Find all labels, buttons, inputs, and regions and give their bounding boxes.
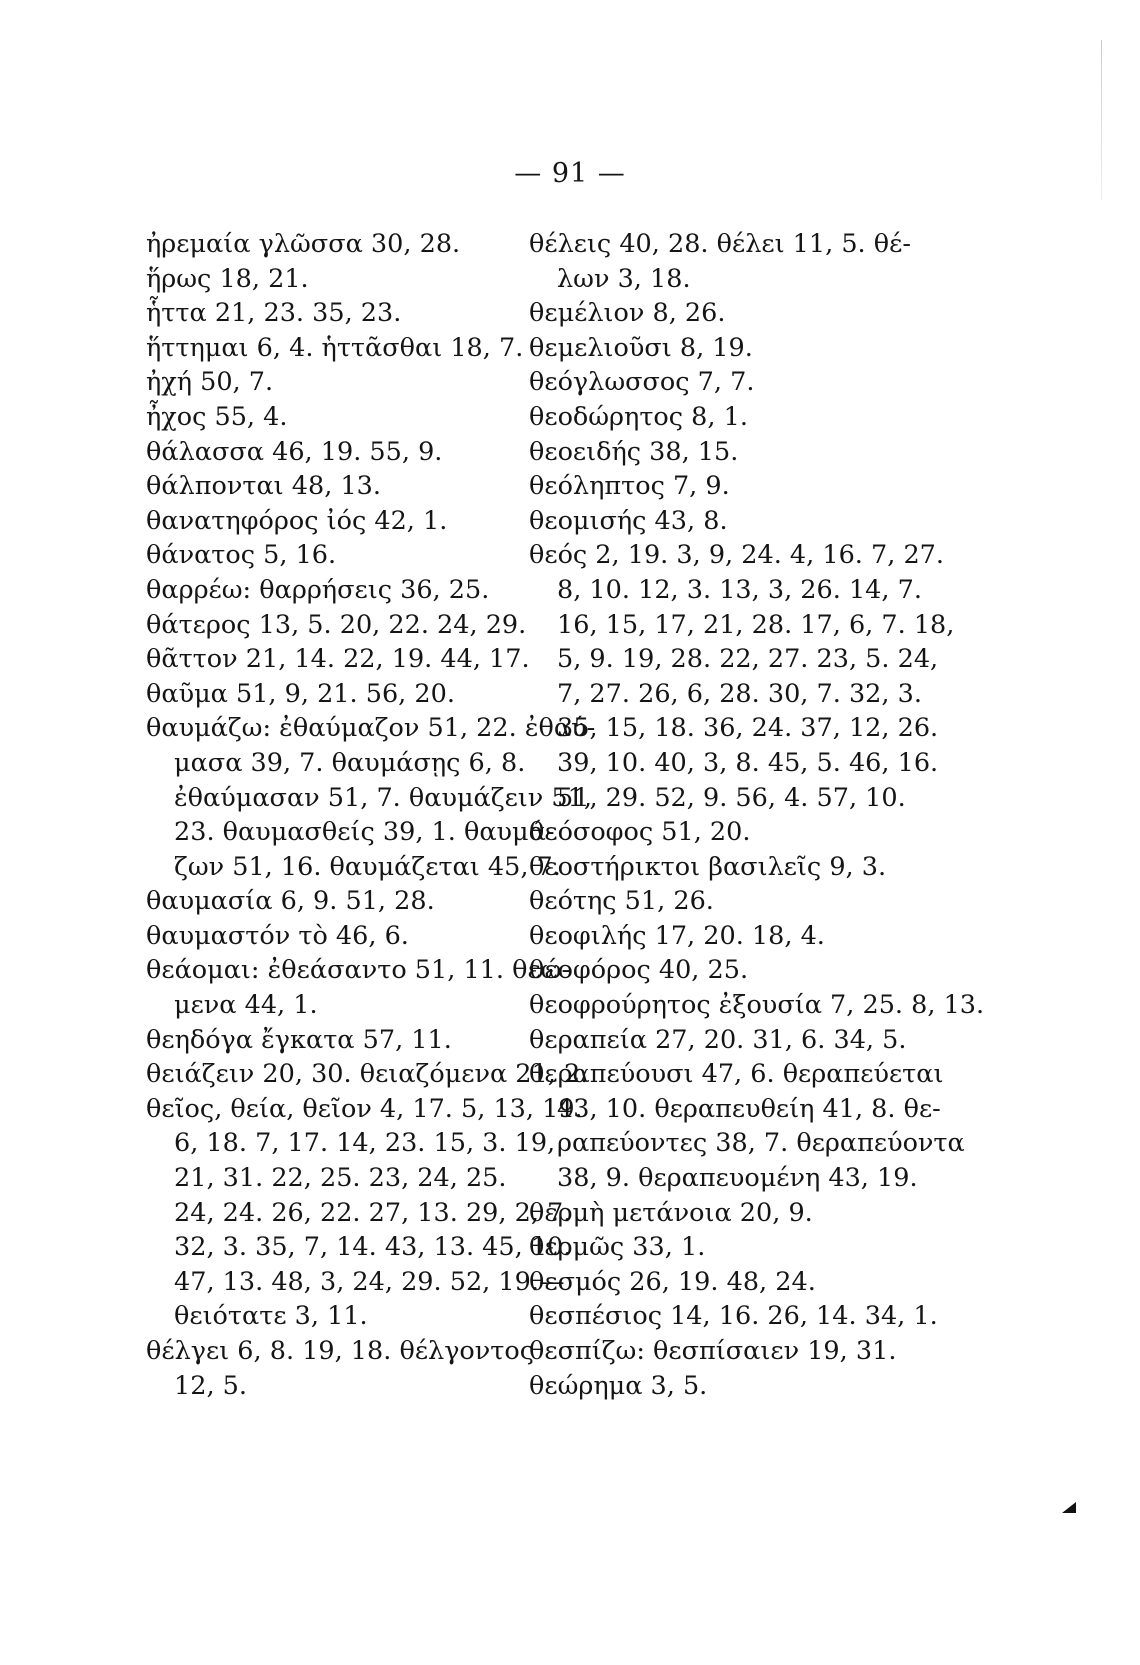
index-entry-line: θάνατος 5, 16. [146,540,337,571]
index-entry [146,573,511,608]
index-entry-line: θεσπίζω: θεσπίσαιεν 19, 31. [529,1336,897,1366]
index-entry-line: 6, 18. 7, 17. 14, 23. 15, 3. 19, [174,1128,556,1159]
index-entry-line: θεομισής 43, 8. [529,505,728,536]
index-entry [146,504,511,539]
index-entry-line: θεσπέσιος 14, 16. 26, 14. 34, 1. [529,1301,938,1332]
index-entry-line: θεραπεύουσι 47, 6. θεραπεύεται [529,1059,944,1090]
index-entry [146,919,511,954]
index-entry-line: 8, 10. 12, 3. 13, 3, 26. 14, 7. [557,574,922,605]
index-entry [529,227,909,296]
index-entry [529,815,909,850]
index-entry-line: θαυμάζω: ἐθαύμαζον 51, 22. ἐθαύ- [146,713,596,744]
index-entry-line: θεσμός 26, 19. 48, 24. [529,1266,816,1297]
index-entry-line: θάτερος 13, 5. 20, 22. 24, 29. [146,609,527,640]
index-entry [529,296,909,331]
index-entry-line: μασα 39, 7. θαυμάσῃς 6, 8. [174,747,526,778]
index-entry-line: θαυμαστόν τὸ 46, 6. [146,920,409,951]
index-entry-line: 21, 31. 22, 25. 23, 24, 25. [174,1163,507,1194]
index-entry [146,365,511,400]
index-entry-line: 32, 3. 35, 7, 14. 43, 13. 45, 10. [174,1232,572,1263]
index-entry [146,642,530,677]
index-entry [146,677,511,712]
index-entry-line: θαυμασία 6, 9. 51, 28. [146,886,435,917]
index-entry-line: θεμέλιον 8, 26. [529,298,726,329]
index-entry-line: 5, 9. 19, 28. 22, 27. 23, 5. 24, [557,644,939,675]
scan-corner-mark [1062,1502,1076,1513]
index-entry [146,296,511,331]
index-entry [529,884,909,919]
index-entry-line: θεραπεία 27, 20. 31, 6. 34, 5. [529,1024,907,1055]
index-entry-line: 38, 9. θεραπευομένη 43, 19. [557,1163,918,1194]
index-entry-line: 35, 15, 18. 36, 24. 37, 12, 26. [557,713,939,744]
index-entry [146,331,524,366]
index-entry-line: θᾶττον 21, 14. 22, 19. 44, 17. [146,644,530,675]
scan-edge-line [1101,40,1102,200]
index-entry-line: λων 3, 18. [557,263,691,294]
index-entry [529,331,909,366]
index-entry [146,400,511,435]
index-entry-line: 12, 5. [174,1370,247,1401]
index-entry-line: ἥττημαι 6, 4. ἡττᾶσθαι 18, 7. [146,332,524,363]
index-entry-line: θέλεις 40, 28. θέλει 11, 5. θέ- [529,229,911,259]
index-entry-line: θεοφιλής 17, 20. 18, 4. [529,920,825,951]
index-entry-line: θεμελιοῦσι 8, 19. [529,332,753,363]
index-entry [529,1265,909,1300]
index-entry-line: θεοειδής 38, 15. [529,436,739,467]
index-entry [146,227,511,262]
index-entry [146,262,511,297]
index-entry [146,711,596,884]
index-column-right [529,227,985,1403]
index-entry [529,365,909,400]
index-entry [529,1369,909,1404]
index-entry [529,1230,909,1265]
index-entry-line: ἐθαύμασαν 51, 7. θαυμάζειν 51, [174,782,592,813]
index-entry-line: μενα 44, 1. [174,990,318,1021]
index-entry-line: θερμῶς 33, 1. [529,1232,706,1263]
index-entry-line: θάλασσα 46, 19. 55, 9. [146,436,443,467]
index-entry-line: θεός 2, 19. 3, 9, 24. 4, 16. 7, 27. [529,540,945,571]
index-entry-line: θεόληπτος 7, 9. [529,471,730,502]
index-entry-line: 16, 15, 17, 21, 28. 17, 6, 7. 18, [557,609,955,640]
index-entry-line: θεοστήρικτοι βασιλεῖς 9, 3. [529,851,887,882]
index-column-left [146,227,596,1403]
index-entry-line: θαῦμα 51, 9, 21. 56, 20. [146,678,455,709]
index-entry-line: θεηδόγα ἔγκατα 57, 11. [146,1024,452,1055]
index-entry-line: 7, 27. 26, 6, 28. 30, 7. 32, 3. [557,678,922,709]
index-entry [529,469,909,504]
index-entry-line: θεάομαι: ἐθεάσαντο 51, 11. θεώ- [146,955,571,986]
index-entry-line: θεόσοφος 51, 20. [529,817,751,848]
index-entry [146,538,511,573]
index-entry [146,1023,511,1058]
index-entry [529,1057,965,1195]
page-number: — 91 — [514,158,626,189]
index-entry-line: ἥρως 18, 21. [146,263,309,294]
index-entry-line: 24, 24. 26, 22. 27, 13. 29, 2, 7. [174,1197,572,1228]
index-entry-line: ἧττα 21, 23. 35, 23. [146,298,402,329]
index-entry [529,504,909,539]
index-entry [529,400,909,435]
index-entry-line: θερμὴ μετάνοια 20, 9. [529,1197,813,1228]
index-entry-line: 43, 10. θεραπευθείη 41, 8. θε- [557,1093,941,1124]
index-entry-line: θεώρημα 3, 5. [529,1370,708,1401]
index-entry-line: θεόγλωσσος 7, 7. [529,367,755,398]
index-entry-line: ραπεύοντες 38, 7. θεραπεύοντα [557,1128,965,1159]
index-entry [529,953,909,988]
index-entry [146,435,511,470]
index-entry [146,953,571,1022]
index-entry [146,884,511,919]
index-entry-line: θέλγει 6, 8. 19, 18. θέλγοντος [146,1336,535,1366]
index-entry [529,538,955,815]
index-entry [146,1092,583,1334]
index-entry-line: θαρρέω: θαρρήσεις 36, 25. [146,574,490,605]
index-entry-line: θειότατε 3, 11. [174,1301,368,1332]
index-entry-line: θεοφρούρητος ἐξουσία 7, 25. 8, 13. [529,990,985,1021]
index-entry-line: ζων 51, 16. θαυμάζεται 45, 7. [174,851,561,882]
index-entry-line: θανατηφόρος ἰός 42, 1. [146,505,448,536]
index-entry-line: ἦχος 55, 4. [146,401,288,432]
index-entry [529,1299,938,1334]
index-entry-line: ἠχή 50, 7. [146,367,274,398]
index-entry [529,435,909,470]
index-entry-line: θειάζειν 20, 30. θειαζόμενα 21, 2. [146,1059,589,1090]
index-entry-line: θεοφόρος 40, 25. [529,955,749,986]
index-entry [529,1023,909,1058]
index-entry [146,1057,589,1092]
index-entry-line: 51, 29. 52, 9. 56, 4. 57, 10. [557,782,906,813]
index-entry [529,1334,909,1369]
index-entry [529,850,909,885]
index-entry-line: θεοδώρητος 8, 1. [529,401,748,432]
index-entry [529,1196,909,1231]
index-entry [146,469,511,504]
index-entry-line: ἠρεμαία γλῶσσα 30, 28. [146,229,461,259]
index-entry-line: θάλπονται 48, 13. [146,471,381,502]
index-entry [529,919,909,954]
index-entry-line: 39, 10. 40, 3, 8. 45, 5. 46, 16. [557,747,939,778]
index-entry [146,1334,535,1403]
index-entry [146,608,527,643]
index-entry [529,988,985,1023]
index-entry-line: 47, 13. 48, 3, 24, 29. 52, 19.— [174,1266,565,1297]
index-entry-line: 23. θαυμασθείς 39, 1. θαυμά- [174,817,555,848]
index-entry-line: θεῖος, θεία, θεῖον 4, 17. 5, 13, 19. [146,1093,583,1124]
index-entry-line: θεότης 51, 26. [529,886,714,917]
